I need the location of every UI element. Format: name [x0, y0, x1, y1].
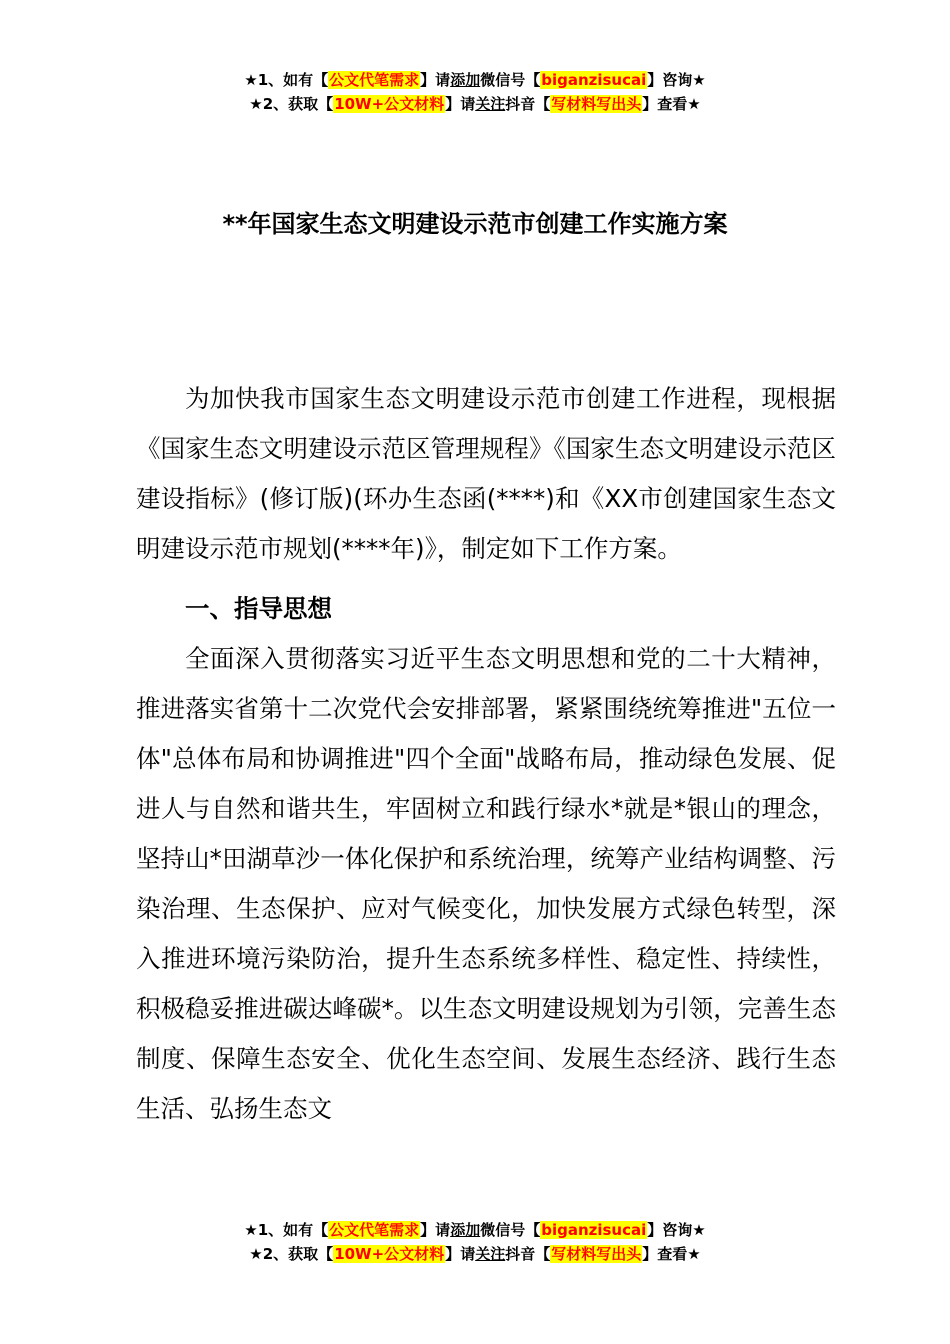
document-title: **年国家生态文明建设示范市创建工作实施方案 [222, 210, 728, 238]
banner-highlight: 10W+公文材料 [334, 95, 445, 113]
banner-text: 抖音【 [505, 95, 551, 113]
banner-wechat-id: biganzisucai [541, 1221, 647, 1239]
banner-wechat-id: biganzisucai [541, 71, 647, 89]
banner-text: 】请 [445, 95, 476, 113]
banner-douyin-id: 写材料写出头 [551, 1245, 642, 1263]
banner-text: 】咨询★ [647, 71, 706, 89]
banner-text: ★1、如有【 [244, 1221, 329, 1239]
banner-line-1 [0, 1218, 950, 1242]
banner-text: ★1、如有【 [244, 71, 329, 89]
banner-emphasis: 关注 [475, 1245, 506, 1263]
section-paragraph: 全面深入贯彻落实习近平生态文明思想和党的二十大精神，推进落实省第十二次党代会安排部署，紧紧围绕统筹推进"五位一体"总体布局和协调推进"四个全面"战略布局，推动绿色发展、促进人与自然和谐共生，牢固树立和践行绿水*就是*银山的理念，坚持山*田湖草沙一体化保护和系统治理，统筹产业结构调整、污染治理、生态保护、应对气候变化，加快发展方式绿色转型，深入推进环境污染防治，提升生态系统多样性、稳定性、持续性，积极稳妥推进碳达峰碳*。以生态文明建设规划为引领，完善生态制度、保障生态安全、优化生态空间、发展生态经济、践行生态生活、弘扬生态文 [136, 644, 836, 1123]
banner-line-1 [0, 68, 950, 92]
banner-text: 】查看★ [642, 95, 701, 113]
banner-text: 】请 [420, 1221, 451, 1239]
banner-highlight: 10W+公文材料 [334, 1245, 445, 1263]
banner-highlight: 公文代笔需求 [329, 71, 420, 89]
banner-text: 微信号【 [480, 71, 541, 89]
top-banner [0, 68, 950, 116]
banner-text: 】请 [445, 1245, 476, 1263]
banner-line-2 [0, 1242, 950, 1266]
banner-text: 抖音【 [505, 1245, 551, 1263]
banner-line-2 [0, 92, 950, 116]
banner-text: 】查看★ [642, 1245, 701, 1263]
intro-paragraph: 为加快我市国家生态文明建设示范市创建工作进程，现根据《国家生态文明建设示范区管理规程》《国家生态文明建设示范区建设指标》(修订版)(环办生态函(****)和《XX市创建国家生态文明建设示范市规划(****年)》，制定如下工作方案。 [136, 384, 836, 563]
banner-douyin-id: 写材料写出头 [551, 95, 642, 113]
banner-text: 微信号【 [480, 1221, 541, 1239]
banner-text: ★2、获取【 [249, 95, 334, 113]
document-body [136, 374, 836, 1134]
banner-emphasis: 关注 [475, 95, 506, 113]
section-heading: 一、指导思想 [185, 594, 332, 623]
bottom-banner [0, 1218, 950, 1266]
banner-text: 】请 [420, 71, 451, 89]
banner-text: ★2、获取【 [249, 1245, 334, 1263]
banner-highlight: 公文代笔需求 [329, 1221, 420, 1239]
banner-emphasis: 添加 [450, 71, 481, 89]
banner-text: 】咨询★ [647, 1221, 706, 1239]
banner-emphasis: 添加 [450, 1221, 481, 1239]
